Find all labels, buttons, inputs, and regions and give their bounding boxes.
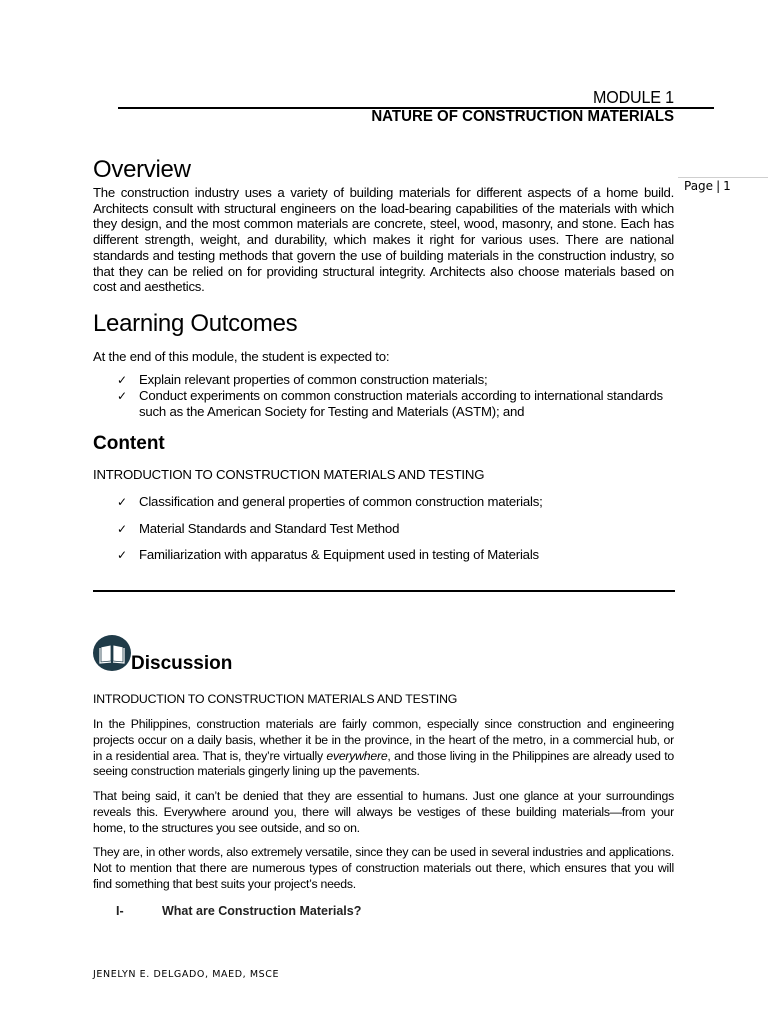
learning-outcomes-list: [93, 372, 674, 420]
book-icon: [93, 635, 131, 671]
question-text: What are Construction Materials?: [162, 904, 362, 918]
list-item: [93, 494, 674, 510]
page-number-value: 1: [723, 179, 731, 193]
content-heading: Content: [93, 433, 165, 454]
module-label: MODULE 1: [593, 87, 674, 107]
list-item: [93, 388, 674, 420]
discussion-paragraph-3: They are, in other words, also extremely versatile, since they can be used in several industries and applications. Not to mention that there are numerous types of construction materials out there, which ensures that you will find something that best suits your project’s needs.: [93, 845, 674, 891]
book-icon-svg: [93, 635, 131, 671]
learning-outcomes-heading: Learning Outcomes: [93, 310, 298, 337]
overview-text: The construction industry uses a variety of building materials for different aspects of a home build. Architects consult with structural engineers on the load-bearing capabilities of the materials with which they design, and the most common materials are concrete, steel, wood, masonry, and stone. Each has different strength, weight, and durability, which makes it right for various uses. There are national standards and testing methods that govern the use of building materials in the construction industry, so that they can be relied on for providing structural integrity. Architects also choose materials based on cost and aesthetics.: [93, 185, 674, 295]
page-label: Page: [684, 179, 714, 193]
check-icon: ✓: [117, 548, 127, 562]
content-subtitle: INTRODUCTION TO CONSTRUCTION MATERIALS AND TESTING: [93, 467, 485, 482]
list-item: [93, 521, 674, 537]
emphasis-text: everywhere: [326, 748, 388, 763]
check-icon: ✓: [117, 521, 127, 536]
learning-outcomes-intro: At the end of this module, the student is expected to:: [93, 349, 390, 364]
discussion-subtitle: INTRODUCTION TO CONSTRUCTION MATERIALS AND TESTING: [93, 692, 458, 706]
content-list: [93, 494, 674, 574]
overview-heading: Overview: [93, 156, 191, 183]
footer-author: JENELYN E. DELGADO, MAED, MSCE: [93, 969, 280, 980]
discussion-paragraph-1: [93, 717, 674, 780]
list-item: [93, 372, 674, 388]
question-number: I-: [116, 904, 124, 918]
paragraph-text: , and those living in the Philippines are already used to seeing construction materials gingerly lining up the pavements.: [93, 748, 674, 779]
list-item-text: Classification and general properties of common construction materials;: [139, 494, 543, 509]
check-icon: ✓: [117, 373, 127, 387]
list-item-text: Familiarization with apparatus & Equipment used in testing of Materials: [139, 547, 539, 562]
discussion-heading: Discussion: [131, 653, 233, 674]
list-item-text: Material Standards and Standard Test Method: [139, 520, 400, 536]
discussion-paragraph-2: That being said, it can’t be denied that they are essential to humans. Just one glance at your surroundings reveals this. Everywhere around you, there will always be vestiges of these building materials—from your home, to the structures you see outside, and so on.: [93, 789, 674, 835]
paragraph-text: In the Philippines, construction materials are fairly common, especially since construction and engineering projects occur on a daily basis, whether it be in the province, in the heart of the metro, in a commercial hub, or in a residential area. That is, they’re virtually: [93, 717, 674, 763]
list-item-text: Conduct experiments on common construction materials according to international standards such as the American Society for Testing and Materials (ASTM); and: [139, 388, 663, 419]
check-icon: ✓: [117, 389, 127, 403]
question-heading: [116, 904, 361, 918]
list-item: [93, 547, 674, 563]
page-number: [684, 179, 731, 193]
page-separator: |: [716, 179, 721, 193]
page-number-rule: [678, 177, 768, 178]
module-title: NATURE OF CONSTRUCTION MATERIALS: [371, 108, 674, 125]
list-item-text: Explain relevant properties of common construction materials;: [139, 372, 488, 387]
section-divider: [93, 590, 675, 592]
check-icon: ✓: [117, 495, 127, 509]
